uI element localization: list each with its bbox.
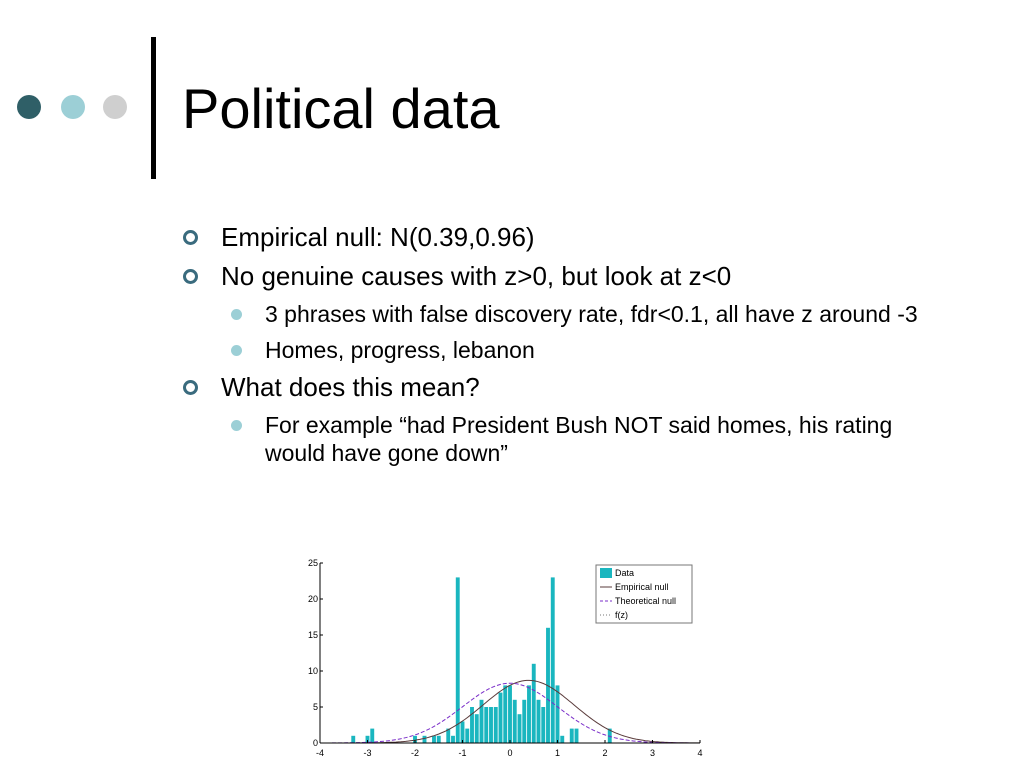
sub-bullet-text: For example “had President Bush NOT said homes, his rating would have gone down” (265, 412, 893, 466)
histogram-bar (475, 714, 479, 743)
histogram-bar (560, 736, 564, 743)
histogram-bar (351, 736, 355, 743)
sub-bullet-text: 3 phrases with false discovery rate, fdr<0.1, all have z around -3 (265, 301, 918, 327)
histogram-bar (532, 664, 536, 743)
histogram-bar (537, 700, 541, 743)
sub-bullet-item (227, 411, 945, 467)
histogram-bar (556, 685, 560, 743)
y-tick-label: 25 (307, 558, 318, 568)
histogram-bar (484, 707, 488, 743)
x-tick-label: -3 (363, 748, 372, 758)
x-tick-label: 4 (697, 748, 703, 758)
histogram-bar (522, 700, 526, 743)
x-tick-label: 1 (554, 748, 561, 758)
histogram-bar (503, 685, 507, 743)
x-tick-label: 3 (649, 748, 656, 758)
bullet-text: Empirical null: N(0.39,0.96) (221, 222, 535, 252)
bullet-item (183, 222, 983, 252)
histogram-bar (541, 707, 545, 743)
legend-label: Empirical null (615, 582, 669, 592)
histogram-bar (437, 736, 441, 743)
bullet-item (183, 372, 983, 402)
slide-title: Political data (182, 77, 500, 140)
legend-swatch (600, 568, 612, 578)
x-tick-label: -1 (458, 748, 467, 758)
y-tick-label: 5 (312, 702, 318, 712)
x-tick-label: 0 (507, 748, 513, 758)
histogram-bar (518, 714, 522, 743)
histogram-bar (499, 693, 503, 743)
histogram-bar (508, 685, 512, 743)
sub-bullet-text: Homes, progress, lebanon (265, 337, 535, 363)
dot-teal (61, 95, 85, 119)
y-tick-label: 10 (307, 666, 318, 676)
histogram-bar (370, 729, 374, 743)
histogram-bar (432, 736, 436, 743)
histogram-bar (494, 707, 498, 743)
histogram-bar (461, 721, 465, 743)
ring-bullet-icon (183, 380, 198, 395)
legend-label: f(z) (615, 610, 628, 620)
histogram-bar (451, 736, 455, 743)
ring-bullet-icon (183, 269, 198, 284)
ring-bullet-icon (183, 230, 198, 245)
histogram-bar (456, 577, 460, 743)
title-divider (151, 37, 156, 179)
sub-bullet-item (227, 300, 945, 328)
histogram-bar (570, 729, 574, 743)
dot-bullet-icon (231, 309, 242, 320)
dot-bullet-icon (231, 345, 242, 356)
y-tick-label: 15 (307, 630, 318, 640)
bullet-text: No genuine causes with z>0, but look at z<0 (221, 261, 732, 291)
dot-bullet-icon (231, 420, 242, 431)
bullet-list (183, 222, 983, 475)
histogram-bar (513, 700, 517, 743)
histogram-bar (489, 707, 493, 743)
histogram-bar (423, 736, 427, 743)
dot-gray (103, 95, 127, 119)
x-tick-label: -4 (315, 748, 325, 758)
legend-label: Theoretical null (615, 596, 677, 606)
histogram-chart (300, 552, 710, 764)
bullet-item (183, 261, 983, 291)
bullet-text: What does this mean? (221, 372, 480, 402)
decorative-dots (0, 80, 140, 136)
histogram-bar (551, 577, 555, 743)
legend-label: Data (615, 568, 635, 578)
histogram-bar (527, 685, 531, 743)
dot-dark (17, 95, 41, 119)
histogram-bar (465, 729, 469, 743)
sub-bullet-item (227, 336, 945, 364)
y-tick-label: 20 (307, 594, 318, 604)
x-tick-label: -2 (410, 748, 420, 758)
y-tick-label: 0 (312, 738, 318, 748)
x-tick-label: 2 (602, 748, 608, 758)
histogram-bar (575, 729, 579, 743)
